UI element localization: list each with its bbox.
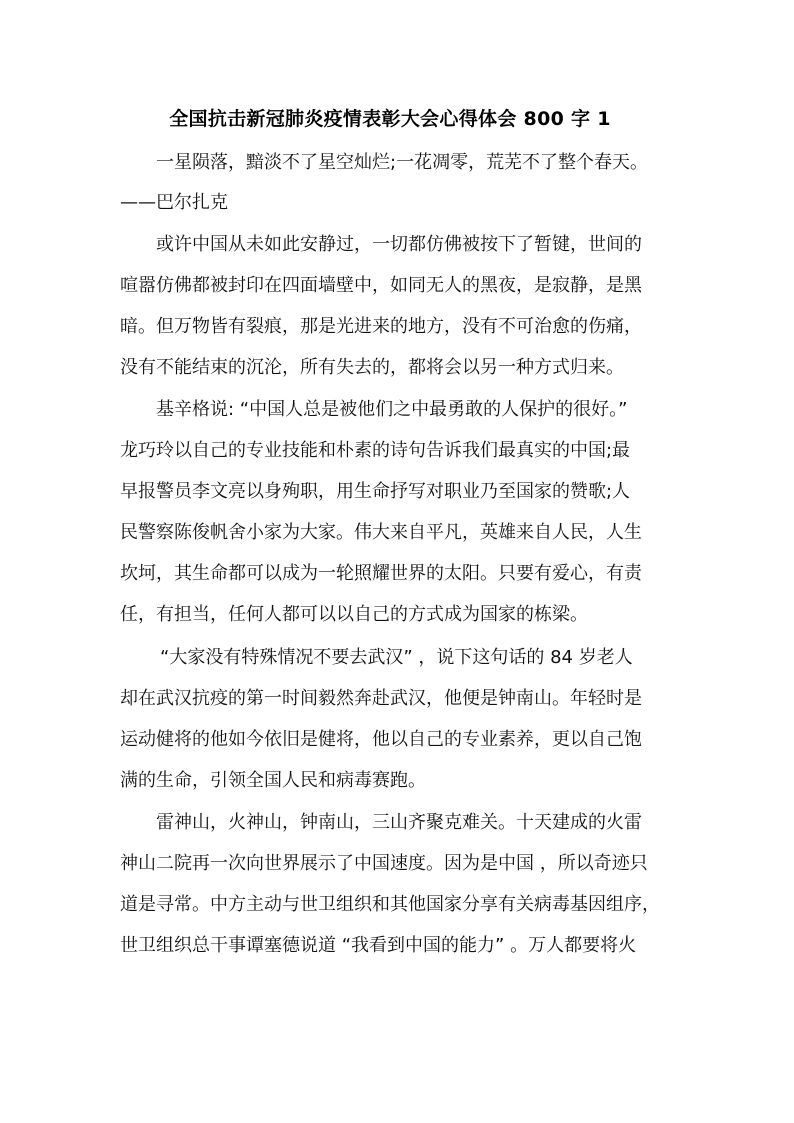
paragraph-line: 没有不能结束的沉沦，所有失去的，都将会以另一种方式归来。 [120, 357, 624, 378]
paragraph-line: 却在武汉抗疫的第一时间毅然奔赴武汉，他便是钟南山。年轻时是 [120, 688, 642, 709]
paragraph-line: 一星陨落，黯淡不了星空灿烂;一花凋零，荒芜不了整个春天。 [156, 152, 649, 173]
paragraph-line: 龙巧玲以自己的专业技能和朴素的诗句告诉我们最真实的中国;最 [120, 440, 631, 461]
paragraph-line: 满的生命，引领全国人民和病毒赛跑。 [120, 770, 426, 791]
paragraph-line: 或许中国从未如此安静过，一切都仿佛被按下了暂键，世间的 [156, 234, 642, 255]
paragraph-line: 坎坷，其生命都可以成为一轮照耀世界的太阳。只要有爱心，有责 [120, 563, 642, 584]
paragraph-line: 早报警员李文亮以身殉职，用生命抒写对职业乃至国家的赞歌;人 [120, 481, 631, 502]
paragraph-line: 雷神山，火神山，钟南山，三山齐聚克难关。十天建成的火雷 [156, 812, 642, 833]
paragraph-line: ——巴尔扎克 [120, 192, 228, 213]
paragraph-line: 神山二院再一次向世界展示了中国速度。因为是中国 ，所以奇迹只 [120, 853, 648, 874]
paragraph-line: 暗。但万物皆有裂痕，那是光进来的地方，没有不可治愈的伤痛， [120, 316, 642, 337]
document-title: 全国抗击新冠肺炎疫情表彰大会心得体会 800 字 1 [169, 108, 611, 130]
paragraph-line: 基辛格说: “中国人总是被他们之中最勇敢的人保护的很好。” [156, 399, 628, 420]
paragraph-line: 道是寻常。中方主动与世卫组织和其他国家分享有关病毒基因组序， [120, 894, 660, 915]
paragraph-line: 喧嚣仿佛都被封印在四面墙壁中，如同无人的黑夜，是寂静，是黑 [120, 275, 642, 296]
paragraph-line: 世卫组织总干事谭塞德说道 “我看到中国的能力” 。万人都要将火 [120, 935, 637, 956]
paragraph-line: 运动健将的他如今依旧是健将，他以自己的专业素养，更以自己饱 [120, 729, 642, 750]
paragraph-line: 民警察陈俊帆舍小家为大家。伟大来自平凡，英雄来自人民，人生 [120, 522, 642, 543]
paragraph-line: “大家没有特殊情况不要去武汉” ，说下这句话的 84 岁老人 [160, 647, 633, 668]
paragraph-line: 任，有担当，任何人都可以以自己的方式成为国家的栋梁。 [120, 604, 588, 625]
